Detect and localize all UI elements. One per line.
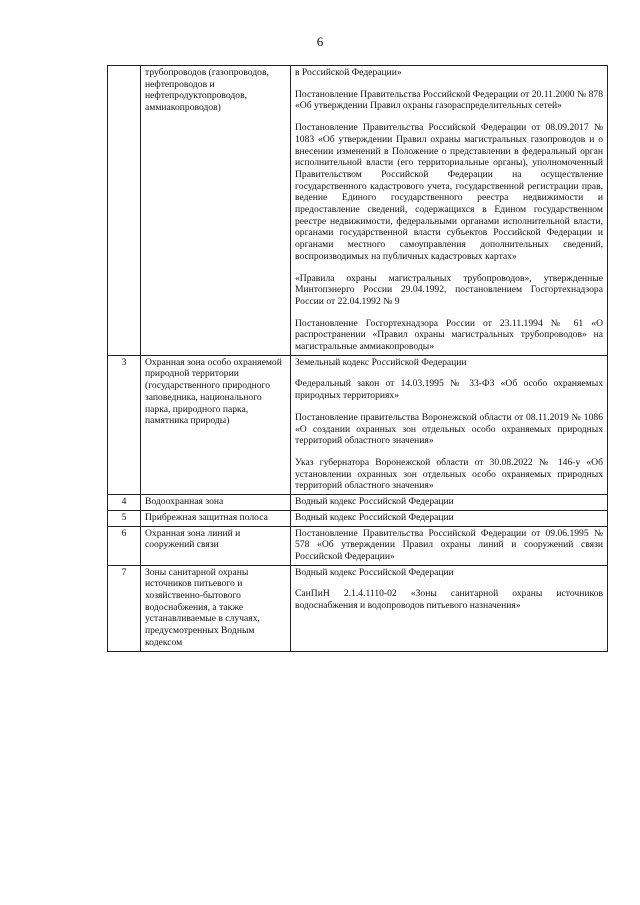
zone-name: Водоохранная зона [141,495,291,511]
legal-document: Земельный кодекс Российской Федерации [295,356,467,368]
legal-document: Постановление Правительства Российской Федерации от 20.11.2000 № 878 «Об утверждении Правил охраны газораспределительных сетей» [295,88,603,112]
zone-name: трубопроводов (газопроводов, нефтепроводов и нефтепродуктопроводов, аммиакопроводов) [141,66,291,356]
row-number: 3 [108,355,141,494]
page-number: 6 [316,34,324,49]
legal-document: Постановление Правительства Российской Федерации от 08.09.2017 № 1083 «Об утверждении Правил охраны магистральных газопроводов и о внесении изменений в Положение о представлении в федеральный орган исполнительной власти (его территориальные органы), уполномоченный Правительством Российской Федерации на осуществление государственного кадастрового учета, государственной регистрации прав, ведение Единого государственного реестра недвижимости и предоставление сведений, содержащихся в Едином государственном реестре недвижимости, федеральными органами исполнительной власти, органами государственной власти субъектов Российской Федерации и органами местного самоуправления дополнительных сведений, воспроизводимых на публичных кадастровых картах» [295,122,603,262]
table-row [108,495,608,511]
row-number: 4 [108,495,141,511]
regulations-table [107,65,608,652]
legal-document: Постановление правительства Воронежской области от 08.11.2019 № 1086 «О создании охранных зон отдельных особо охраняемых природных территорий областного значения» [295,411,603,447]
table-row [108,510,608,526]
row-number: 5 [108,510,141,526]
legal-basis-cell [291,510,608,526]
legal-document: Постановление Правительства Российской Федерации от 09.06.1995 № 578 «Об утверждении Правил охраны линий и сооружений связи Российской Федерации» [295,527,603,562]
row-number: 6 [108,526,141,565]
legal-document: Федеральный закон от 14.03.1995 № 33-ФЗ «Об особо охраняемых природных территориях» [295,378,603,402]
legal-basis-cell [291,565,608,651]
legal-basis-cell [291,66,608,356]
zone-name: Прибрежная защитная полоса [141,510,291,526]
zone-name: Охранная зона особо охраняемой природной территории (государственного природного заповедника, национального парка, природного парка, памятника природы) [141,355,291,494]
legal-document: в Российской Федерации» [295,67,402,78]
legal-document: Водный кодекс Российской Федерации [295,566,454,578]
row-number [108,66,141,356]
legal-document: СанПиН 2.1.4.1110-02 «Зоны санитарной охраны источников водоснабжения и водопроводов питьевого назначения» [295,588,603,612]
table-row [108,66,608,356]
table-row [108,355,608,494]
legal-basis-cell [291,495,608,511]
table-row [108,565,608,651]
legal-basis-cell [291,355,608,494]
row-number: 7 [108,565,141,651]
legal-document: Указ губернатора Воронежской области от 30.08.2022 № 146-у «Об установлении охранных зон отдельных особо охраняемых природных территорий областного значения» [295,456,603,492]
legal-document: Водный кодекс Российской Федерации [295,511,454,523]
zone-name: Охранная зона линий и сооружений связи [141,526,291,565]
legal-basis-cell [291,526,608,565]
legal-document: «Правила охраны магистральных трубопроводов», утвержденные Минтопэнерго России 29.04.1992, постановлением Госгортехнадзора России от 22.04.1992 № 9 [295,272,603,307]
zone-name: Зоны санитарной охраны источников питьевого и хозяйственно-бытового водоснабжения, а также устанавливаемые в случаях, предусмотренных Водным кодексом [141,565,291,651]
legal-document: Постановление Госгортехнадзора России от 23.11.1994 № 61 «О распространении «Правил охраны магистральных трубопроводов» на магистральные аммиакопроводы» [295,317,603,353]
table-row [108,526,608,565]
legal-document: Водный кодекс Российской Федерации [295,496,454,508]
